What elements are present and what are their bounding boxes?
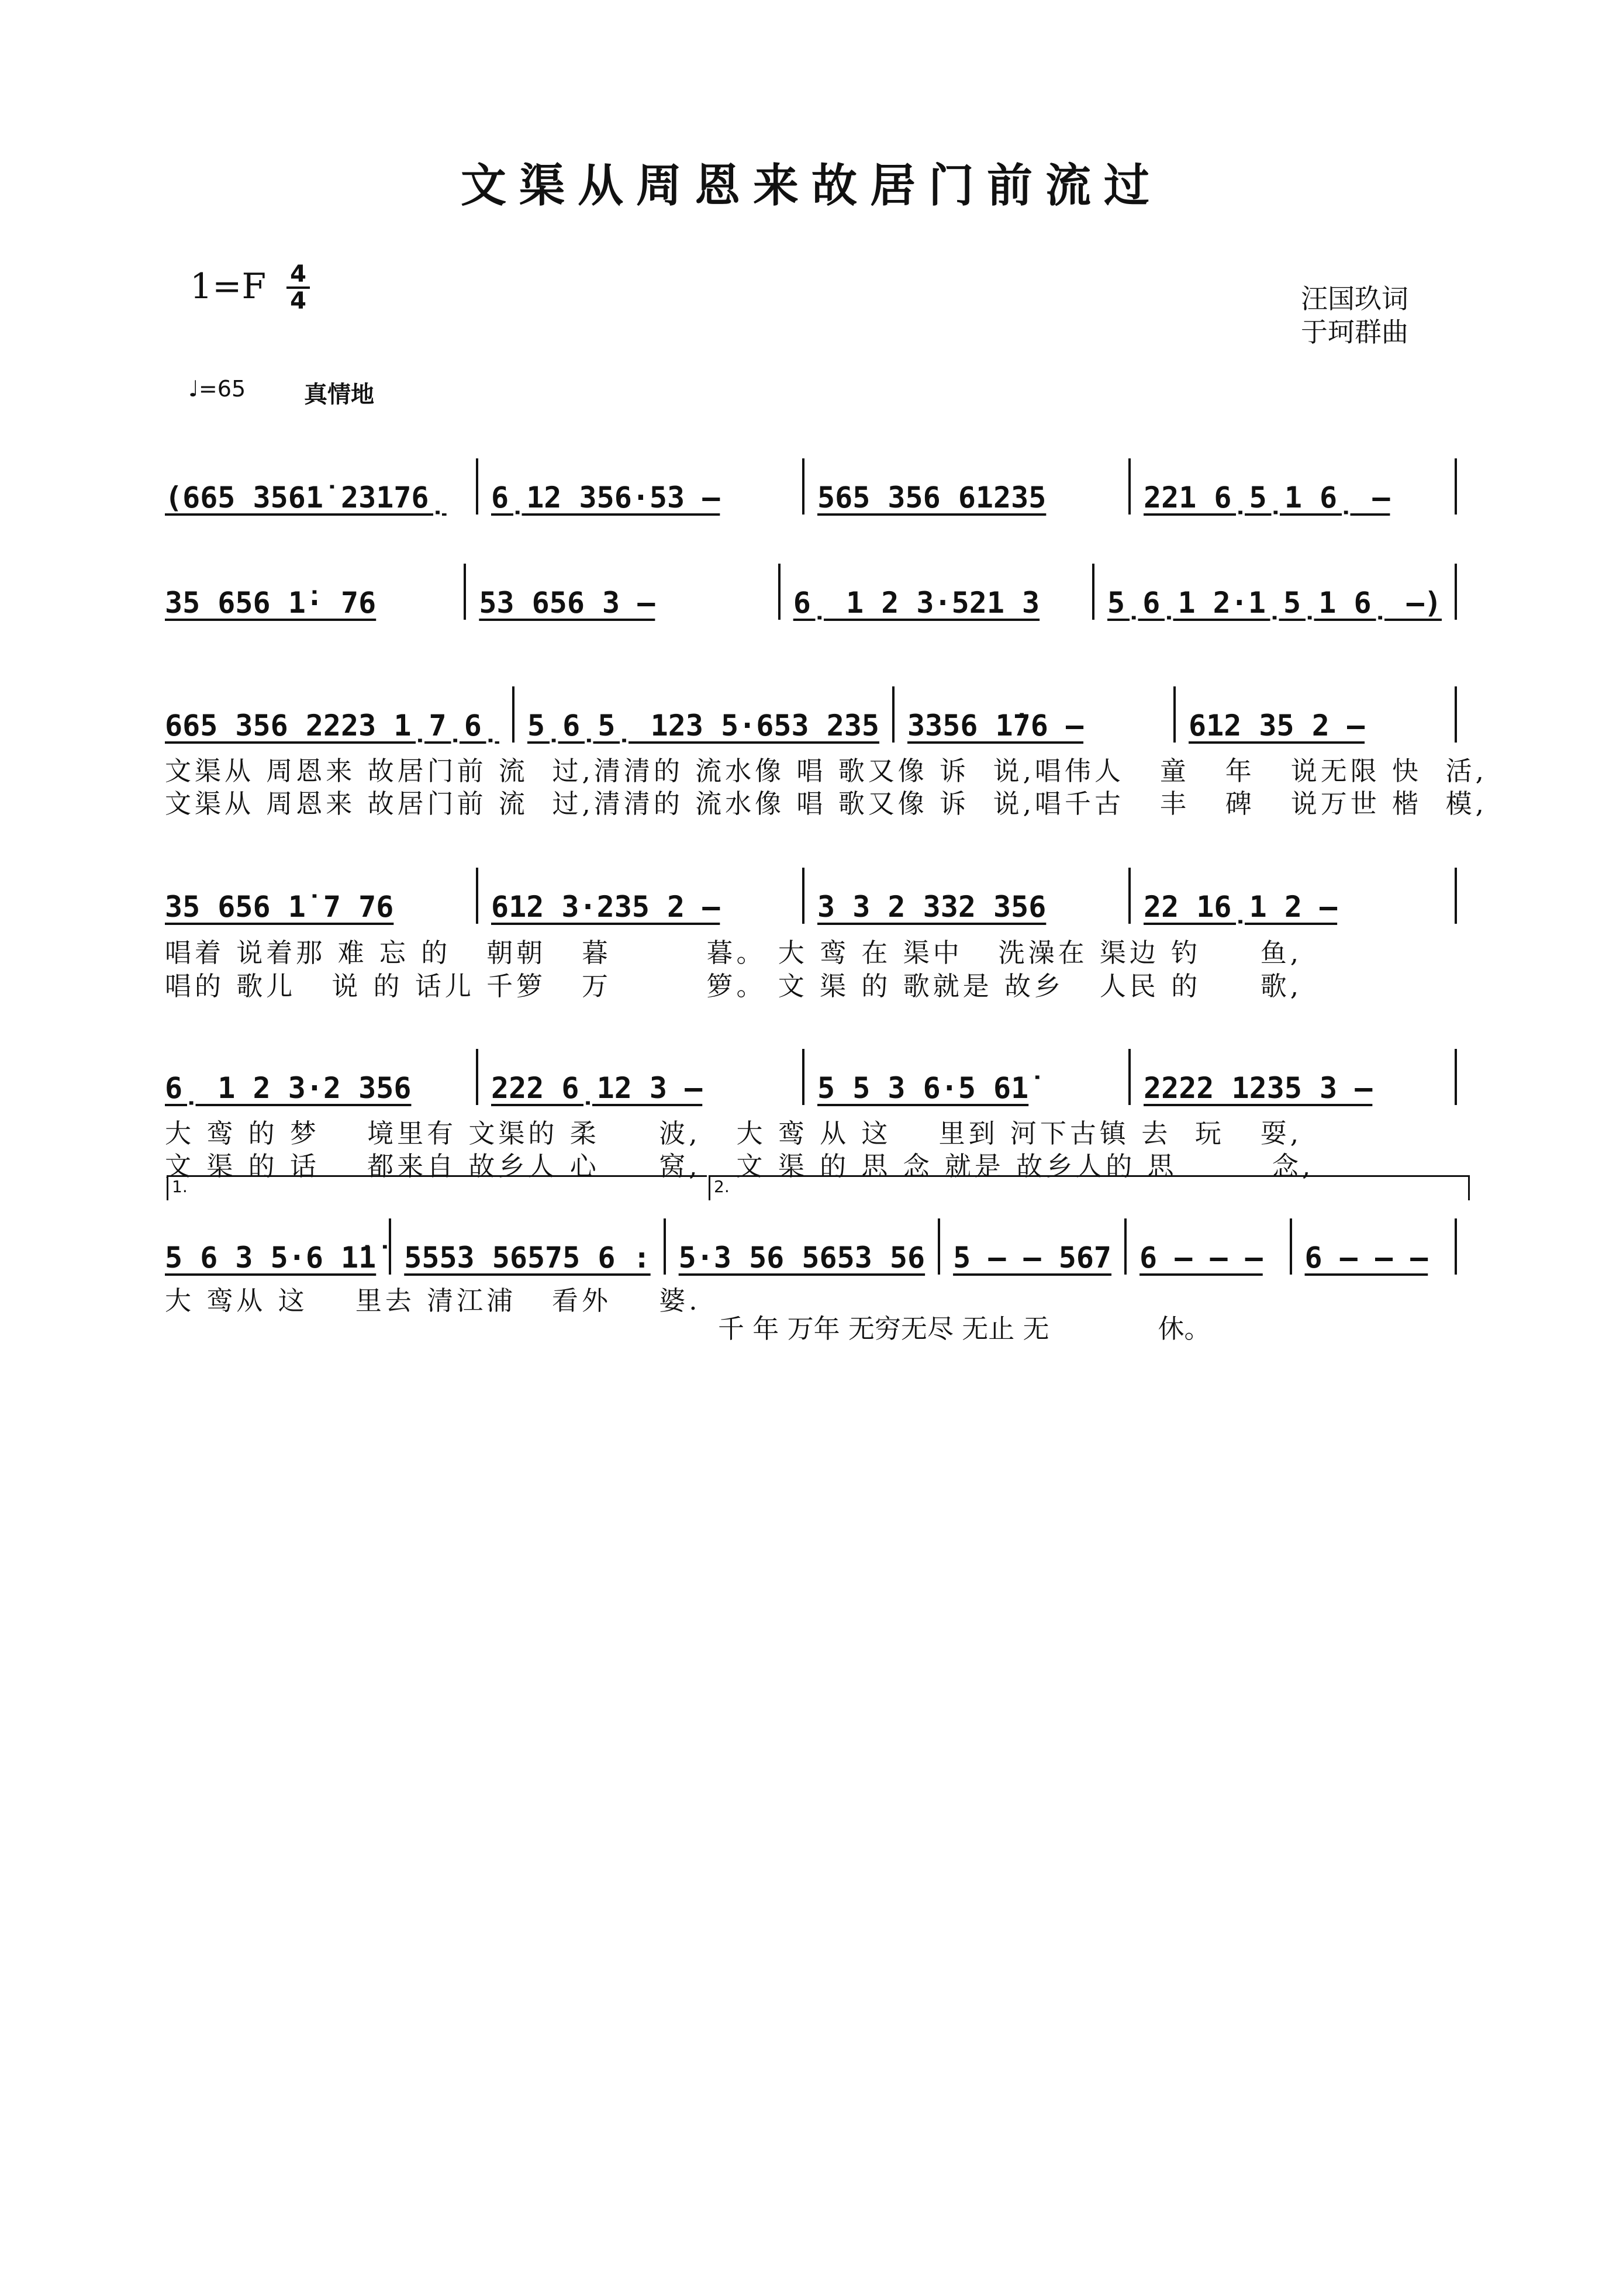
measure: 565 356 61235	[817, 481, 1047, 515]
barline	[892, 686, 895, 743]
key-signature: 1=F	[190, 266, 267, 307]
barline	[1455, 686, 1457, 743]
volta-2: 2.	[709, 1175, 1470, 1200]
repeat-barline	[664, 1218, 666, 1275]
measure: 5̣6̣1 2·1̣5̣1 6̣ –)	[1107, 586, 1442, 620]
lyric-line: 大 鸾 的 梦 境里有 文渠的 柔 波, 大 鸾 从 这 里到 河下古镇 去 玩 耍,	[165, 1118, 1303, 1149]
score-row-4	[165, 877, 1470, 924]
barline	[1290, 1218, 1292, 1275]
lyric-line: 唱的 歌儿 说 的 话儿 千箩 万 箩。 文 渠 的 歌就是 故乡 人民 的 歌,	[165, 971, 1303, 1002]
score-row-3	[165, 696, 1470, 743]
score-row-6	[165, 1228, 1470, 1275]
measure: (665 3561̇ 23176̣	[165, 481, 447, 515]
barline	[1128, 1049, 1131, 1105]
measure: 22 16̣1 2 –	[1144, 890, 1338, 924]
measure: 6 – – –	[1139, 1241, 1263, 1275]
measure: 35 656 1̇ 7 76	[165, 890, 394, 924]
score-row-5	[165, 1058, 1470, 1105]
score-row-2	[165, 573, 1470, 620]
barline	[1128, 868, 1131, 924]
barline	[476, 868, 478, 924]
measure: 665 356 2223 1̣7̣6̣	[165, 709, 499, 743]
time-signature	[285, 262, 312, 313]
measure: 3356 1̇76 –	[907, 709, 1084, 743]
time-signature-top: 4	[290, 261, 306, 288]
page-title: 文渠从周恩来故居门前流过	[460, 159, 1162, 212]
expression-marking: 真情地	[304, 381, 374, 408]
measure: 6̣12 356·53 –	[491, 481, 720, 515]
lyric-line: 文渠从 周恩来 故居门前 流 过,清清的 流水像 唱 歌又像 诉 说,唱伟人 童 年 说无限 快 活,	[165, 755, 1487, 786]
barline	[389, 1218, 391, 1275]
lyric-line: 大 鸾从 这 里去 清江浦 看外 婆.	[165, 1285, 701, 1316]
barline	[1173, 686, 1176, 743]
barline	[1455, 1049, 1457, 1105]
measure: 3 3 2 332 356	[817, 890, 1047, 924]
time-signature-bottom: 4	[290, 288, 306, 315]
measure: 221 6̣5̣1 6̣ –	[1144, 481, 1390, 515]
lyric-line: 唱着 说着那 难 忘 的 朝朝 暮 暮。 大 鸾 在 渠中 洗澡在 渠边 钓 鱼,	[165, 937, 1303, 968]
barline	[802, 868, 804, 924]
measure: 5̣6̣5̣ 123 5·653 235	[527, 709, 880, 743]
barline	[1092, 564, 1094, 620]
final-barline	[1455, 1218, 1457, 1275]
measure: 5·3 56 5653 56	[678, 1241, 926, 1275]
measure: 5 5 3 6·5 61̇	[817, 1071, 1029, 1105]
measure: 5 – – 567	[953, 1241, 1112, 1275]
measure: 222 6̣12 3 –	[491, 1071, 703, 1105]
volta-1: 1.	[167, 1175, 707, 1200]
barline	[802, 1049, 804, 1105]
barline	[778, 564, 781, 620]
score-row-1	[165, 468, 1470, 515]
barline	[1124, 1218, 1127, 1275]
barline	[938, 1218, 940, 1275]
barline	[1455, 868, 1457, 924]
measure: 612 35 2 –	[1189, 709, 1365, 743]
barline	[1455, 458, 1457, 515]
lyric-line: 文渠从 周恩来 故居门前 流 过,清清的 流水像 唱 歌又像 诉 说,唱千古 丰 碑 说万世 楷 模,	[165, 788, 1487, 819]
measure: 5 6 3 5·6 1̇1̇	[165, 1241, 377, 1275]
measure: 2222 1235 3 –	[1144, 1071, 1373, 1105]
lyricist: 汪国玖词	[1301, 283, 1408, 315]
barline	[476, 1049, 478, 1105]
tempo-marking: ♩=65	[188, 376, 246, 402]
measure: 612 3·235 2 –	[491, 890, 720, 924]
barline	[464, 564, 466, 620]
barline	[1128, 458, 1131, 515]
measure: 53 656 3 –	[479, 586, 655, 620]
barline	[512, 686, 514, 743]
barline	[476, 458, 478, 515]
measure: 5553 56575 6 :	[404, 1241, 651, 1275]
composer: 于珂群曲	[1301, 316, 1408, 348]
ending-lyric: 千 年 万年 无穷无尽 无止 无 休。	[718, 1313, 1211, 1344]
measure: 6̣ 1 2 3·521 3	[793, 586, 1040, 620]
measure: 6̣ 1 2 3·2 356	[165, 1071, 412, 1105]
measure: 6 – – –	[1304, 1241, 1428, 1275]
measure: 35 656 1̇· 76	[165, 586, 377, 620]
barline	[1455, 564, 1457, 620]
lyric-line: 文 渠 的 话 都来自 故乡人 心 窝, 文 渠 的 思 念 就是 故乡人的 思 念,	[165, 1151, 1314, 1182]
barline	[802, 458, 804, 515]
